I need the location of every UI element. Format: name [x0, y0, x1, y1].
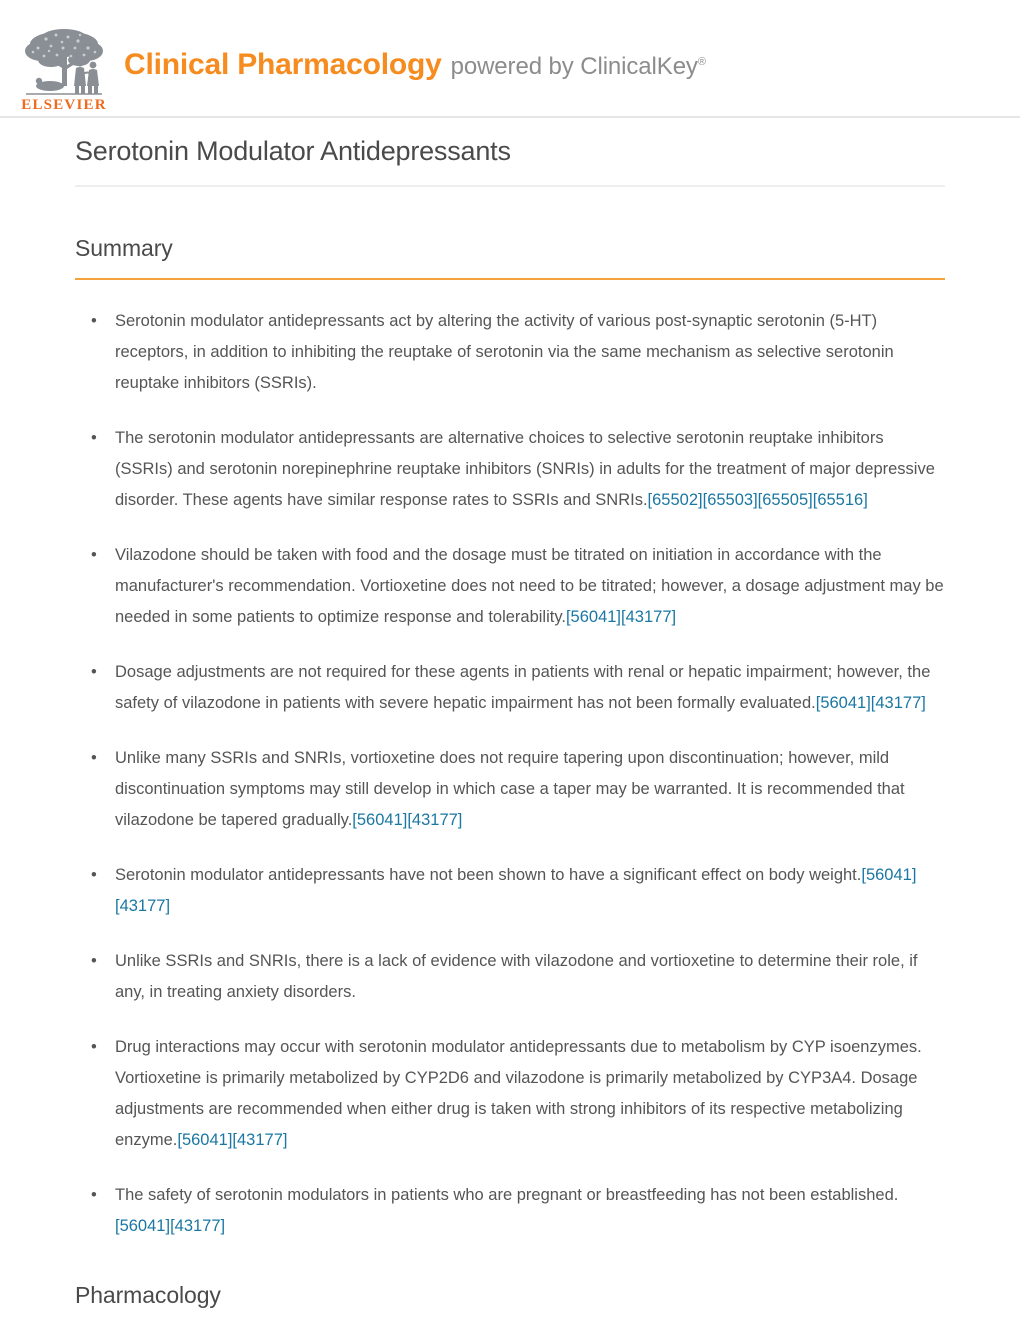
brand-primary-label: Clinical Pharmacology: [124, 48, 442, 81]
summary-bullet: [75, 306, 945, 399]
citation-link[interactable]: [43177]: [232, 1131, 288, 1149]
summary-bullet-text: The serotonin modulator antidepressants are alternative choices to selective serotonin reuptake inhibitors (SSRIs) and serotonin norepinephrine reuptake inhibitors (SNRIs) in adults for the treatment of major depressive disorder. These agents have similar response rates to SSRIs and SNRIs.: [115, 429, 935, 509]
citation-link[interactable]: [65505]: [757, 491, 813, 509]
document-content: [0, 136, 1020, 1309]
summary-bullet-text: Unlike SSRIs and SNRIs, there is a lack of evidence with vilazodone and vortioxetine to determine their role, if any, in treating anxiety disorders.: [115, 952, 918, 1001]
summary-bullet-text: Drug interactions may occur with serotonin modulator antidepressants due to metabolism by CYP isoenzymes. Vortioxetine is primarily metabolized by CYP2D6 and vilazodone is primarily metabolized by CYP3A4. Dosage adjustments are recommended when either drug is taken with strong inhibitors of its respective metabolizing enzyme.: [115, 1038, 922, 1149]
summary-bullet-text: Serotonin modulator antidepressants have not been shown to have a significant effect on body weight.: [115, 866, 862, 884]
summary-bullet-text: Unlike many SSRIs and SNRIs, vortioxetine does not require tapering upon discontinuation; however, mild discontinuation symptoms may still develop in which case a taper may be warranted. It is recommended that vilazodone be tapered gradually.: [115, 749, 905, 829]
summary-bullet-text: Serotonin modulator antidepressants act by altering the activity of various post-synaptic serotonin (5-HT) receptors, in addition to inhibiting the reuptake of serotonin via the same mechanism as selective serotonin reuptake inhibitors (SSRIs).: [115, 312, 894, 392]
citation-link[interactable]: [43177]: [870, 694, 926, 712]
citation-link[interactable]: [43177]: [621, 608, 677, 626]
elsevier-logo[interactable]: [18, 24, 110, 112]
summary-bullet-list: [75, 306, 945, 1242]
citation-link[interactable]: [56041]: [565, 608, 622, 626]
summary-bullet-text: Dosage adjustments are not required for these agents in patients with renal or hepatic impairment; however, the safety of vilazodone in patients with severe hepatic impairment has not been formally evaluated.: [115, 663, 931, 712]
elsevier-wordmark: ELSEVIER: [21, 97, 107, 112]
summary-bullet: [75, 540, 945, 633]
citation-link[interactable]: [65502]: [647, 491, 703, 509]
citation-link[interactable]: [56041]: [115, 1217, 171, 1235]
summary-bullet: [75, 657, 945, 719]
summary-bullet: [75, 860, 945, 922]
summary-bullet: [75, 743, 945, 836]
summary-bullet-text: The safety of serotonin modulators in patients who are pregnant or breastfeeding has not been established.: [115, 1186, 899, 1204]
summary-bullet: [75, 1180, 945, 1242]
citation-link[interactable]: [43177]: [170, 1217, 226, 1235]
page-title: Serotonin Modulator Antidepressants: [75, 136, 945, 187]
section-heading-summary: Summary: [75, 235, 945, 280]
citation-link[interactable]: [65503]: [702, 491, 758, 509]
summary-bullet: [75, 946, 945, 1008]
header-inner: [18, 24, 1002, 112]
citation-link[interactable]: [56041]: [861, 866, 917, 884]
site-header: [0, 0, 1020, 118]
section-heading-pharmacology: Pharmacology: [75, 1282, 221, 1308]
citation-link[interactable]: [43177]: [407, 811, 463, 829]
summary-bullet-text: Vilazodone should be taken with food and the dosage must be titrated on initiation in accordance with the manufacturer's recommendation. Vortioxetine does not need to be titrated; however, a dosage adjustment may be needed in some patients to optimize response and tolerability.: [115, 546, 944, 626]
registered-mark-icon: ®: [697, 56, 706, 68]
citation-link[interactable]: [56041]: [177, 1131, 233, 1149]
brand-secondary-text: powered by ClinicalKey: [450, 53, 698, 80]
citation-link[interactable]: [65516]: [812, 491, 868, 509]
summary-bullet: [75, 1032, 945, 1156]
brand-secondary-label: [451, 53, 706, 81]
citation-link[interactable]: [56041]: [815, 694, 871, 712]
brand-lockup[interactable]: [124, 48, 706, 88]
citation-link[interactable]: [56041]: [352, 811, 408, 829]
summary-bullet: [75, 423, 945, 516]
citation-link[interactable]: [43177]: [115, 897, 171, 915]
